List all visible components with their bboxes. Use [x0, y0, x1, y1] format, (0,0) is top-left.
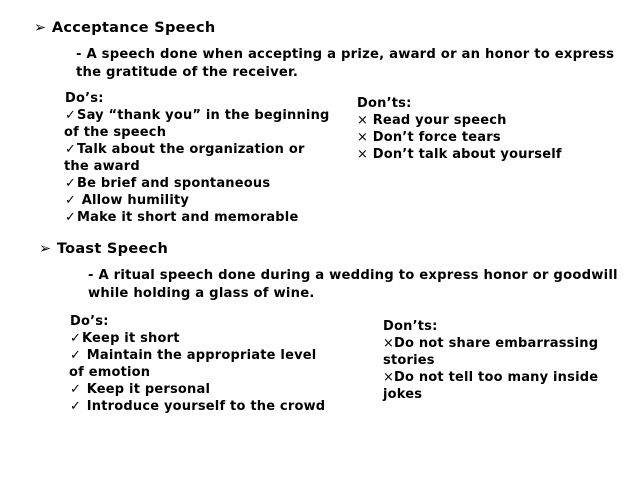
section-title: Toast Speech: [56, 241, 169, 257]
dos-label: Do’s:: [70, 314, 109, 329]
list-item: ✓Make it short and memorable: [65, 210, 299, 225]
check-icon: ✓: [70, 331, 82, 346]
check-icon: ✓: [65, 108, 77, 123]
cross-icon: ×: [357, 113, 369, 128]
list-item: ✓Keep it short: [70, 331, 180, 346]
check-icon: ✓: [65, 176, 77, 191]
list-item: ✓Be brief and spontaneous: [65, 176, 271, 191]
list-item: ×Do not share embarrassing: [383, 336, 599, 351]
arrow-bullet-icon: ➢: [39, 241, 52, 257]
dos-label: Do’s:: [65, 91, 104, 106]
section-title: Acceptance Speech: [51, 20, 216, 36]
toast-speech-heading: [39, 240, 168, 258]
list-item-continuation: of the speech: [64, 125, 167, 140]
acceptance-dos-list: [65, 90, 330, 226]
acceptance-speech-description: [76, 46, 614, 82]
toast-dos-list: [70, 313, 325, 415]
list-item: ✓Say “thank you” in the beginning: [65, 108, 330, 123]
check-icon: ✓: [65, 210, 77, 225]
description-line: the gratitude of the receiver.: [76, 65, 299, 80]
cross-icon: ×: [357, 147, 369, 162]
toast-speech-description: [88, 267, 618, 303]
list-item: ✓ Maintain the appropriate level: [70, 348, 317, 363]
acceptance-donts-list: [357, 95, 562, 163]
list-item: × Read your speech: [357, 113, 507, 128]
check-icon: ✓: [70, 399, 82, 414]
cross-icon: ×: [383, 336, 395, 351]
check-icon: ✓: [70, 348, 82, 363]
check-icon: ✓: [70, 382, 82, 397]
toast-donts-list: [383, 318, 598, 403]
list-item-continuation: stories: [383, 353, 435, 368]
list-item-continuation: of emotion: [69, 365, 151, 380]
list-item: × Don’t talk about yourself: [357, 147, 562, 162]
donts-label: Don’ts:: [383, 319, 438, 334]
list-item-continuation: jokes: [383, 387, 423, 402]
list-item: ✓ Keep it personal: [70, 382, 211, 397]
donts-label: Don’ts:: [357, 96, 412, 111]
check-icon: ✓: [65, 142, 77, 157]
description-line: - A ritual speech done during a wedding to express honor or goodwill: [88, 268, 618, 283]
list-item: ✓Talk about the organization or: [65, 142, 305, 157]
cross-icon: ×: [357, 130, 369, 145]
check-icon: ✓: [65, 193, 77, 208]
list-item: ×Do not tell too many inside: [383, 370, 599, 385]
list-item: ✓ Allow humility: [65, 193, 190, 208]
description-line: while holding a glass of wine.: [88, 286, 315, 301]
description-line: - A speech done when accepting a prize, award or an honor to express: [76, 47, 615, 62]
list-item-continuation: the award: [64, 159, 140, 174]
list-item: ✓ Introduce yourself to the crowd: [70, 399, 326, 414]
arrow-bullet-icon: ➢: [34, 20, 47, 36]
cross-icon: ×: [383, 370, 395, 385]
list-item: × Don’t force tears: [357, 130, 501, 145]
acceptance-speech-heading: [34, 19, 215, 37]
